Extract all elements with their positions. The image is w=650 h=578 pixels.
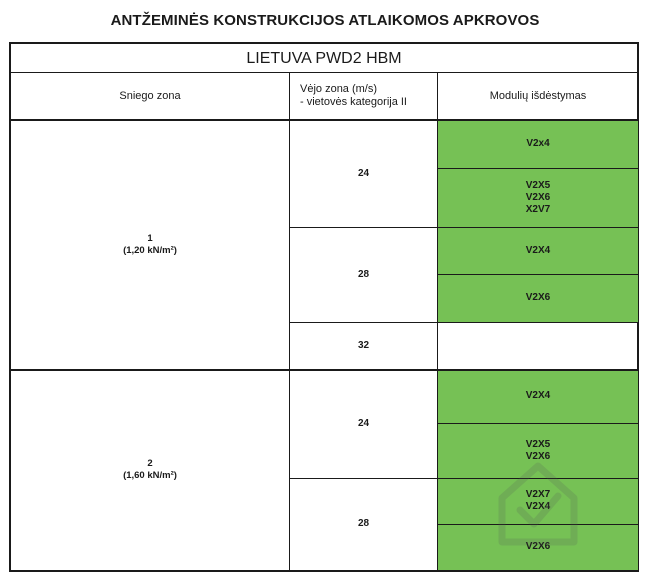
module-cell: V2x4 — [438, 120, 638, 168]
header-snow-zone: Sniego zona — [119, 89, 181, 102]
wind-speed: 24 — [357, 417, 370, 429]
document-title: ANTŽEMINĖS KONSTRUKCIJOS ATLAIKOMOS APKROVOS — [110, 12, 540, 29]
row-divider — [290, 478, 638, 479]
module-cell: V2X7 V2X4 — [438, 478, 638, 524]
row-divider — [438, 274, 638, 275]
column-divider — [289, 72, 290, 570]
row-divider — [290, 227, 638, 228]
module-cell: V2X5 V2X6 X2V7 — [438, 168, 638, 227]
snow-zone-1: 1 (1,20 kN/m²) — [123, 232, 177, 256]
row-divider — [10, 119, 638, 121]
row-divider — [10, 369, 638, 371]
row-divider — [438, 168, 638, 169]
wind-speed: 28 — [357, 518, 370, 529]
module-cell: V2X6 — [438, 524, 638, 570]
module-cell: V2X6 — [438, 274, 638, 322]
wind-speed: 28 — [357, 268, 370, 280]
house-check-icon — [496, 452, 580, 548]
module-cell-empty — [438, 322, 638, 369]
column-divider — [437, 72, 438, 570]
snow-zone-2: 2 (1,60 kN/m²) — [123, 458, 177, 481]
wind-speed: 32 — [357, 339, 370, 351]
table-title: LIETUVA PWD2 HBM — [246, 49, 402, 67]
row-divider — [438, 423, 638, 424]
module-cell: V2X4 — [438, 227, 638, 274]
row-divider — [290, 322, 638, 323]
row-divider — [10, 72, 638, 73]
wind-speed: 24 — [357, 167, 370, 179]
module-cell: V2X5 V2X6 — [438, 423, 638, 478]
header-module-layout: Modulių išdėstymas — [489, 89, 587, 102]
module-cell: V2X4 — [438, 369, 638, 423]
header-wind-zone: Vėjo zona (m/s) - vietovės kategorija II — [300, 83, 407, 108]
